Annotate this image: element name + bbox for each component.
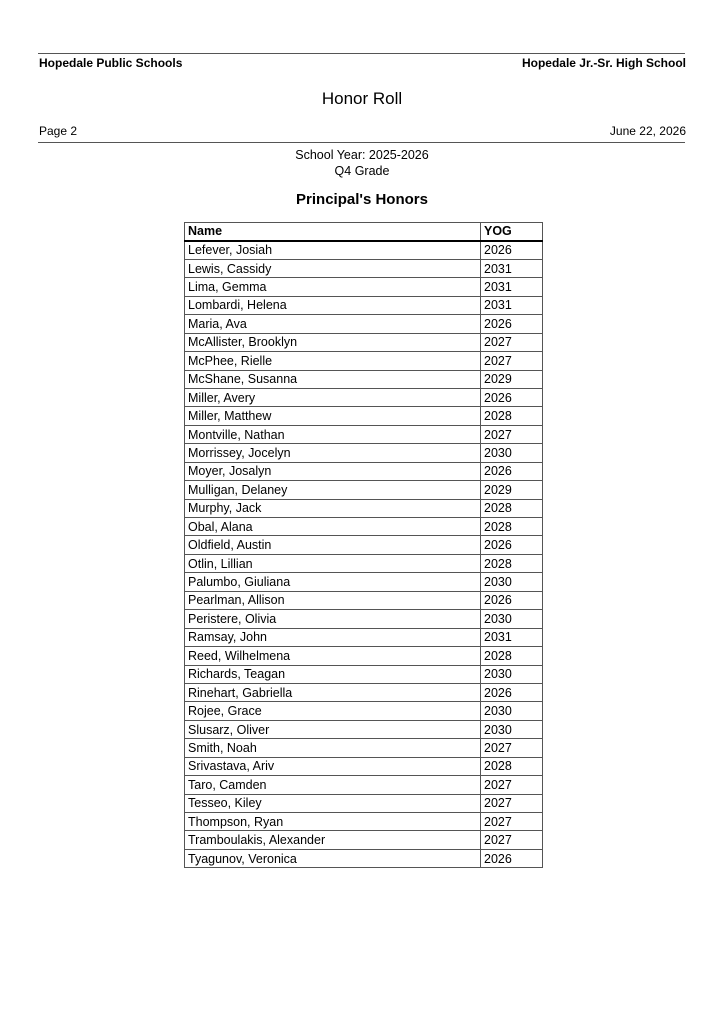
yog-cell: 2028 <box>481 518 543 536</box>
student-name-cell: Murphy, Jack <box>185 499 481 517</box>
yog-cell: 2027 <box>481 794 543 812</box>
table-row <box>185 628 543 646</box>
yog-cell: 2026 <box>481 241 543 259</box>
yog-cell: 2030 <box>481 610 543 628</box>
grading-period: Q4 Grade <box>334 164 390 178</box>
student-name-cell: Palumbo, Giuliana <box>185 573 481 591</box>
student-name-cell: Moyer, Josalyn <box>185 462 481 480</box>
table-row <box>185 647 543 665</box>
yog-cell: 2027 <box>481 333 543 351</box>
student-name-cell: Tramboulakis, Alexander <box>185 831 481 849</box>
yog-cell: 2030 <box>481 702 543 720</box>
yog-cell: 2026 <box>481 683 543 701</box>
table-row <box>185 278 543 296</box>
student-name-cell: Lombardi, Helena <box>185 296 481 314</box>
student-name-cell: Miller, Matthew <box>185 407 481 425</box>
student-name-cell: Slusarz, Oliver <box>185 720 481 738</box>
table-row <box>185 720 543 738</box>
table-row <box>185 518 543 536</box>
header-top-rule <box>38 53 685 54</box>
student-name-cell: McPhee, Rielle <box>185 352 481 370</box>
yog-cell: 2031 <box>481 259 543 277</box>
yog-cell: 2030 <box>481 665 543 683</box>
table-body <box>185 241 543 868</box>
table-row <box>185 499 543 517</box>
student-name-cell: Montville, Nathan <box>185 425 481 443</box>
student-name-cell: Thompson, Ryan <box>185 813 481 831</box>
table-row <box>185 315 543 333</box>
school-year: School Year: 2025-2026 <box>295 148 429 162</box>
yog-cell: 2028 <box>481 647 543 665</box>
yog-cell: 2030 <box>481 573 543 591</box>
yog-cell: 2027 <box>481 813 543 831</box>
table-row <box>185 259 543 277</box>
yog-cell: 2028 <box>481 554 543 572</box>
table-row <box>185 296 543 314</box>
district-name: Hopedale Public Schools <box>39 56 183 70</box>
student-name-cell: Maria, Ava <box>185 315 481 333</box>
student-name-cell: Miller, Avery <box>185 388 481 406</box>
page-number: Page 2 <box>39 124 78 138</box>
table-row <box>185 536 543 554</box>
student-name-cell: McShane, Susanna <box>185 370 481 388</box>
student-name-cell: Rojee, Grace <box>185 702 481 720</box>
table-row <box>185 739 543 757</box>
student-name-cell: Lewis, Cassidy <box>185 259 481 277</box>
table-row <box>185 370 543 388</box>
table-row <box>185 610 543 628</box>
student-name-cell: Lima, Gemma <box>185 278 481 296</box>
table-row <box>185 481 543 499</box>
table-row <box>185 849 543 867</box>
yog-cell: 2031 <box>481 628 543 646</box>
report-date: June 22, 2026 <box>609 124 686 138</box>
yog-cell: 2026 <box>481 462 543 480</box>
student-name-cell: Otlin, Lillian <box>185 554 481 572</box>
yog-cell: 2030 <box>481 444 543 462</box>
student-name-cell: Obal, Alana <box>185 518 481 536</box>
yog-cell: 2031 <box>481 296 543 314</box>
yog-cell: 2026 <box>481 315 543 333</box>
student-name-cell: Smith, Noah <box>185 739 481 757</box>
student-name-cell: Oldfield, Austin <box>185 536 481 554</box>
table-row <box>185 352 543 370</box>
header-bottom-rule <box>38 142 685 143</box>
yog-cell: 2026 <box>481 849 543 867</box>
student-name-cell: Lefever, Josiah <box>185 241 481 259</box>
table-row <box>185 831 543 849</box>
student-name-cell: Morrissey, Jocelyn <box>185 444 481 462</box>
yog-cell: 2026 <box>481 536 543 554</box>
student-name-cell: Ramsay, John <box>185 628 481 646</box>
table-row <box>185 591 543 609</box>
section-title: Principal's Honors <box>296 191 428 208</box>
student-name-cell: Rinehart, Gabriella <box>185 683 481 701</box>
student-name-cell: Peristere, Olivia <box>185 610 481 628</box>
school-name: Hopedale Jr.-Sr. High School <box>521 56 686 70</box>
yog-cell: 2027 <box>481 352 543 370</box>
table-row <box>185 241 543 259</box>
yog-cell: 2031 <box>481 278 543 296</box>
student-name-cell: McAllister, Brooklyn <box>185 333 481 351</box>
table-row <box>185 462 543 480</box>
table-row <box>185 683 543 701</box>
yog-cell: 2028 <box>481 407 543 425</box>
student-name-cell: Tyagunov, Veronica <box>185 849 481 867</box>
table-row <box>185 776 543 794</box>
student-name-cell: Tesseo, Kiley <box>185 794 481 812</box>
table-row <box>185 333 543 351</box>
table-row <box>185 388 543 406</box>
yog-cell: 2030 <box>481 720 543 738</box>
table-row <box>185 554 543 572</box>
table-row <box>185 407 543 425</box>
yog-cell: 2027 <box>481 739 543 757</box>
table-row <box>185 702 543 720</box>
table-row <box>185 665 543 683</box>
student-name-cell: Pearlman, Allison <box>185 591 481 609</box>
yog-cell: 2026 <box>481 591 543 609</box>
honor-roll-table <box>184 222 543 868</box>
student-name-cell: Reed, Wilhelmena <box>185 647 481 665</box>
table-row <box>185 794 543 812</box>
yog-cell: 2028 <box>481 499 543 517</box>
yog-cell: 2027 <box>481 831 543 849</box>
student-name-cell: Richards, Teagan <box>185 665 481 683</box>
student-name-cell: Mulligan, Delaney <box>185 481 481 499</box>
yog-cell: 2029 <box>481 481 543 499</box>
yog-cell: 2028 <box>481 757 543 775</box>
table-row <box>185 425 543 443</box>
yog-cell: 2027 <box>481 425 543 443</box>
table-row <box>185 444 543 462</box>
student-name-cell: Srivastava, Ariv <box>185 757 481 775</box>
page-title: Honor Roll <box>321 89 403 108</box>
student-name-cell: Taro, Camden <box>185 776 481 794</box>
column-header-yog: YOG <box>481 223 543 241</box>
table-row <box>185 813 543 831</box>
column-header-name: Name <box>185 223 481 241</box>
yog-cell: 2026 <box>481 388 543 406</box>
table-row <box>185 573 543 591</box>
table-row <box>185 757 543 775</box>
table-header-row <box>185 223 543 241</box>
yog-cell: 2029 <box>481 370 543 388</box>
yog-cell: 2027 <box>481 776 543 794</box>
